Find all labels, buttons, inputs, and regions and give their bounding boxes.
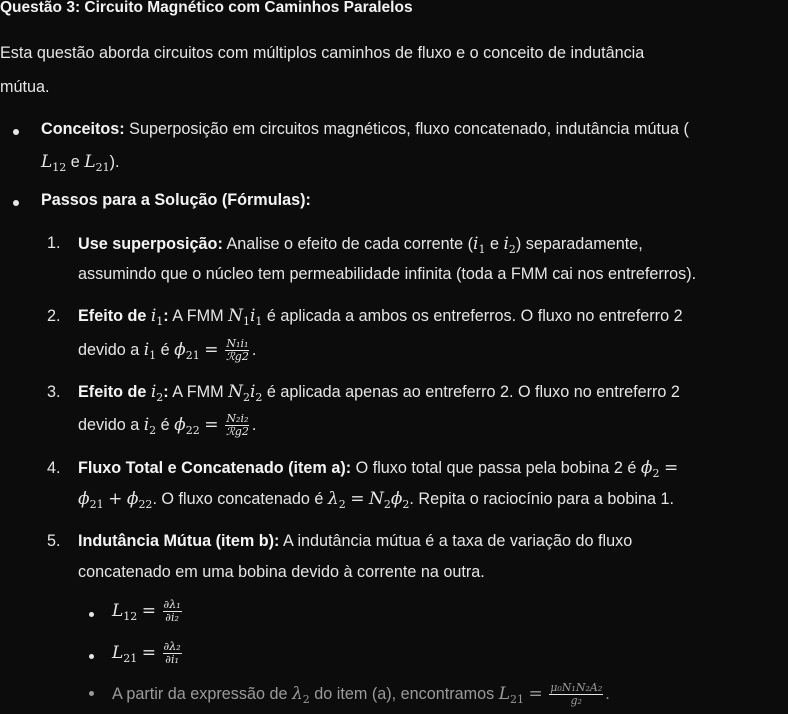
frac-den: ℛg2: [226, 350, 249, 363]
math-sub: 2: [302, 692, 310, 706]
frac-den: ∂i₂: [165, 611, 179, 624]
step-4-line-2: [78, 489, 674, 511]
end-text: ).: [109, 153, 120, 171]
math-sub: 2: [383, 498, 391, 511]
frac-num: N₂i₂: [226, 412, 249, 425]
end-text: .: [251, 340, 257, 359]
math-sub: 21: [89, 498, 104, 511]
equals: =: [204, 339, 219, 360]
math-sub: 2: [242, 391, 250, 404]
step-text: Analise o efeito de cada corrente (: [226, 235, 474, 253]
math-var: i: [143, 414, 150, 435]
equals: =: [528, 683, 543, 704]
math-sub: 2: [149, 423, 157, 437]
math-var: ϕ: [174, 414, 186, 435]
subbullet-l21: [112, 641, 184, 666]
math-sub: 21: [123, 651, 138, 665]
frac-den: ℛg2: [226, 425, 249, 438]
bullet-dot: [89, 612, 94, 617]
math-sub: 2: [338, 498, 346, 511]
step-text: é aplicada a ambos os entreferros. O fluxo no entreferro 2: [266, 307, 683, 325]
plus: +: [108, 489, 123, 509]
last-line: [112, 682, 610, 707]
step-5-line-1: [78, 532, 632, 551]
passos-label: Passos para a Solução (Fórmulas):: [41, 191, 311, 209]
step-text: ) separadamente,: [515, 235, 643, 253]
end-text: .: [605, 684, 610, 703]
conceitos-text: Superposição em circuitos magnéticos, fluxo concatenado, indutância mútua (: [129, 120, 689, 138]
step-text: é: [160, 340, 170, 359]
fraction: [225, 413, 250, 438]
end-text: .: [251, 415, 257, 434]
subbullet-l12: [112, 599, 184, 624]
step-number: 3.: [47, 383, 61, 401]
math-sub: 1: [149, 348, 157, 362]
step-5-line-2: concatenado em uma bobina devido à corrente na outra.: [78, 563, 485, 581]
bullet-dot: [89, 691, 94, 696]
math-sub: 1: [255, 315, 263, 328]
bullet-dot: [13, 200, 19, 206]
conceitos-label: Conceitos:: [41, 120, 125, 138]
step-1-line-2: assumindo que o núcleo tem permeabilidade infinita (toda a FMM cai nos entreferros).: [78, 265, 697, 283]
math-var: ϕ: [640, 458, 653, 478]
math-l21: L: [84, 152, 96, 172]
math-var: i: [150, 382, 157, 402]
math-sub: 2: [402, 498, 410, 511]
frac-den: g₂: [570, 694, 582, 707]
fraction: [225, 338, 250, 363]
math-l12: L: [41, 152, 53, 172]
step-text: . Repita o raciocínio para a bobina 1.: [409, 490, 674, 508]
step-text: A FMM: [172, 383, 224, 401]
step-label: Indutância Mútua (item b):: [78, 532, 280, 550]
math-var: ϕ: [390, 489, 403, 509]
fraction: [163, 599, 182, 624]
equals: =: [350, 489, 365, 509]
bullet-dot: [13, 129, 19, 135]
step-label: Efeito de: [78, 307, 147, 325]
bullet-dot: [89, 654, 94, 659]
step-text: devido a: [78, 415, 140, 434]
question-title: Questão 3: Circuito Magnético com Caminhos Paralelos: [0, 0, 413, 16]
and-text: e: [70, 153, 80, 171]
math-var: i: [150, 306, 157, 326]
step-label: Efeito de: [78, 383, 147, 401]
frac-num: N₁i₁: [226, 337, 249, 350]
step-text: A indutância mútua é a taxa de variação do fluxo: [283, 532, 633, 550]
math-var: ϕ: [174, 339, 186, 360]
math-var: λ: [291, 683, 303, 704]
math-var: L: [112, 600, 124, 621]
math-var: ϕ: [126, 489, 139, 509]
step-2-line-2: [78, 338, 256, 363]
math-var: i: [503, 234, 509, 254]
fraction: [163, 641, 182, 666]
math-var: i: [473, 234, 479, 254]
math-var: i: [249, 382, 256, 402]
equals: =: [664, 458, 679, 478]
math-sub: 1: [242, 315, 250, 328]
equals: =: [204, 414, 219, 435]
step-3-line-1: [78, 382, 680, 404]
step-1-line-1: [78, 234, 643, 256]
fraction: [549, 682, 603, 707]
math-sub: 2: [652, 467, 660, 480]
math-sub: 1: [156, 315, 164, 328]
intro-line-2: mútua.: [0, 78, 50, 96]
step-text: devido a: [78, 340, 140, 359]
step-text: O fluxo total que passa pela bobina 2 é: [355, 459, 637, 477]
colon: :: [163, 383, 169, 401]
math-var: λ: [327, 489, 339, 509]
frac-num: ∂λ₁: [163, 598, 181, 611]
step-text: do item (a), encontramos: [314, 684, 495, 703]
math-sub: 1: [478, 243, 486, 256]
step-number: 2.: [47, 307, 61, 325]
and-text: e: [489, 235, 499, 253]
math-var: N: [228, 382, 243, 402]
step-number: 5.: [47, 532, 61, 550]
step-2-line-1: [78, 306, 683, 328]
step-text: A FMM: [172, 307, 224, 325]
conceitos-line: [41, 120, 689, 139]
frac-num: μ₀N₁N₂A₂: [550, 681, 603, 694]
math-var: N: [228, 306, 243, 326]
step-text: é: [160, 415, 170, 434]
math-var: N: [368, 489, 384, 509]
frac-num: ∂λ₂: [163, 640, 181, 653]
step-number: 4.: [47, 459, 61, 477]
math-var: ϕ: [78, 489, 90, 509]
math-var: i: [249, 306, 256, 326]
conceitos-line-2: [41, 152, 120, 174]
step-3-line-2: [78, 413, 256, 438]
math-sub: 12: [52, 161, 67, 174]
equals: =: [141, 642, 157, 663]
math-sub: 2: [508, 243, 516, 256]
intro-line-1: Esta questão aborda circuitos com múltiplos caminhos de fluxo e o conceito de indutância: [0, 44, 645, 62]
math-sub: 12: [123, 609, 138, 623]
math-sub: 2: [156, 391, 164, 404]
step-text: A partir da expressão de: [112, 684, 288, 703]
step-label: Fluxo Total e Concatenado (item a):: [78, 459, 352, 477]
step-text: . O fluxo concatenado é: [152, 490, 324, 508]
math-var: L: [112, 642, 124, 663]
math-sub: 21: [510, 692, 524, 706]
colon: :: [163, 307, 169, 325]
math-var: L: [498, 683, 510, 704]
equals: =: [141, 600, 157, 621]
math-sub: 22: [138, 498, 153, 511]
step-4-line-1: [78, 458, 678, 480]
math-sub: 21: [185, 348, 200, 362]
step-number: 1.: [47, 234, 61, 252]
math-sub: 2: [255, 391, 263, 404]
math-sub: 21: [95, 161, 110, 174]
math-var: i: [143, 339, 150, 360]
frac-den: ∂i₁: [165, 653, 179, 666]
math-sub: 22: [185, 423, 200, 437]
step-label: Use superposição:: [78, 235, 223, 253]
step-text: é aplicada apenas ao entreferro 2. O fluxo no entreferro 2: [266, 383, 680, 401]
